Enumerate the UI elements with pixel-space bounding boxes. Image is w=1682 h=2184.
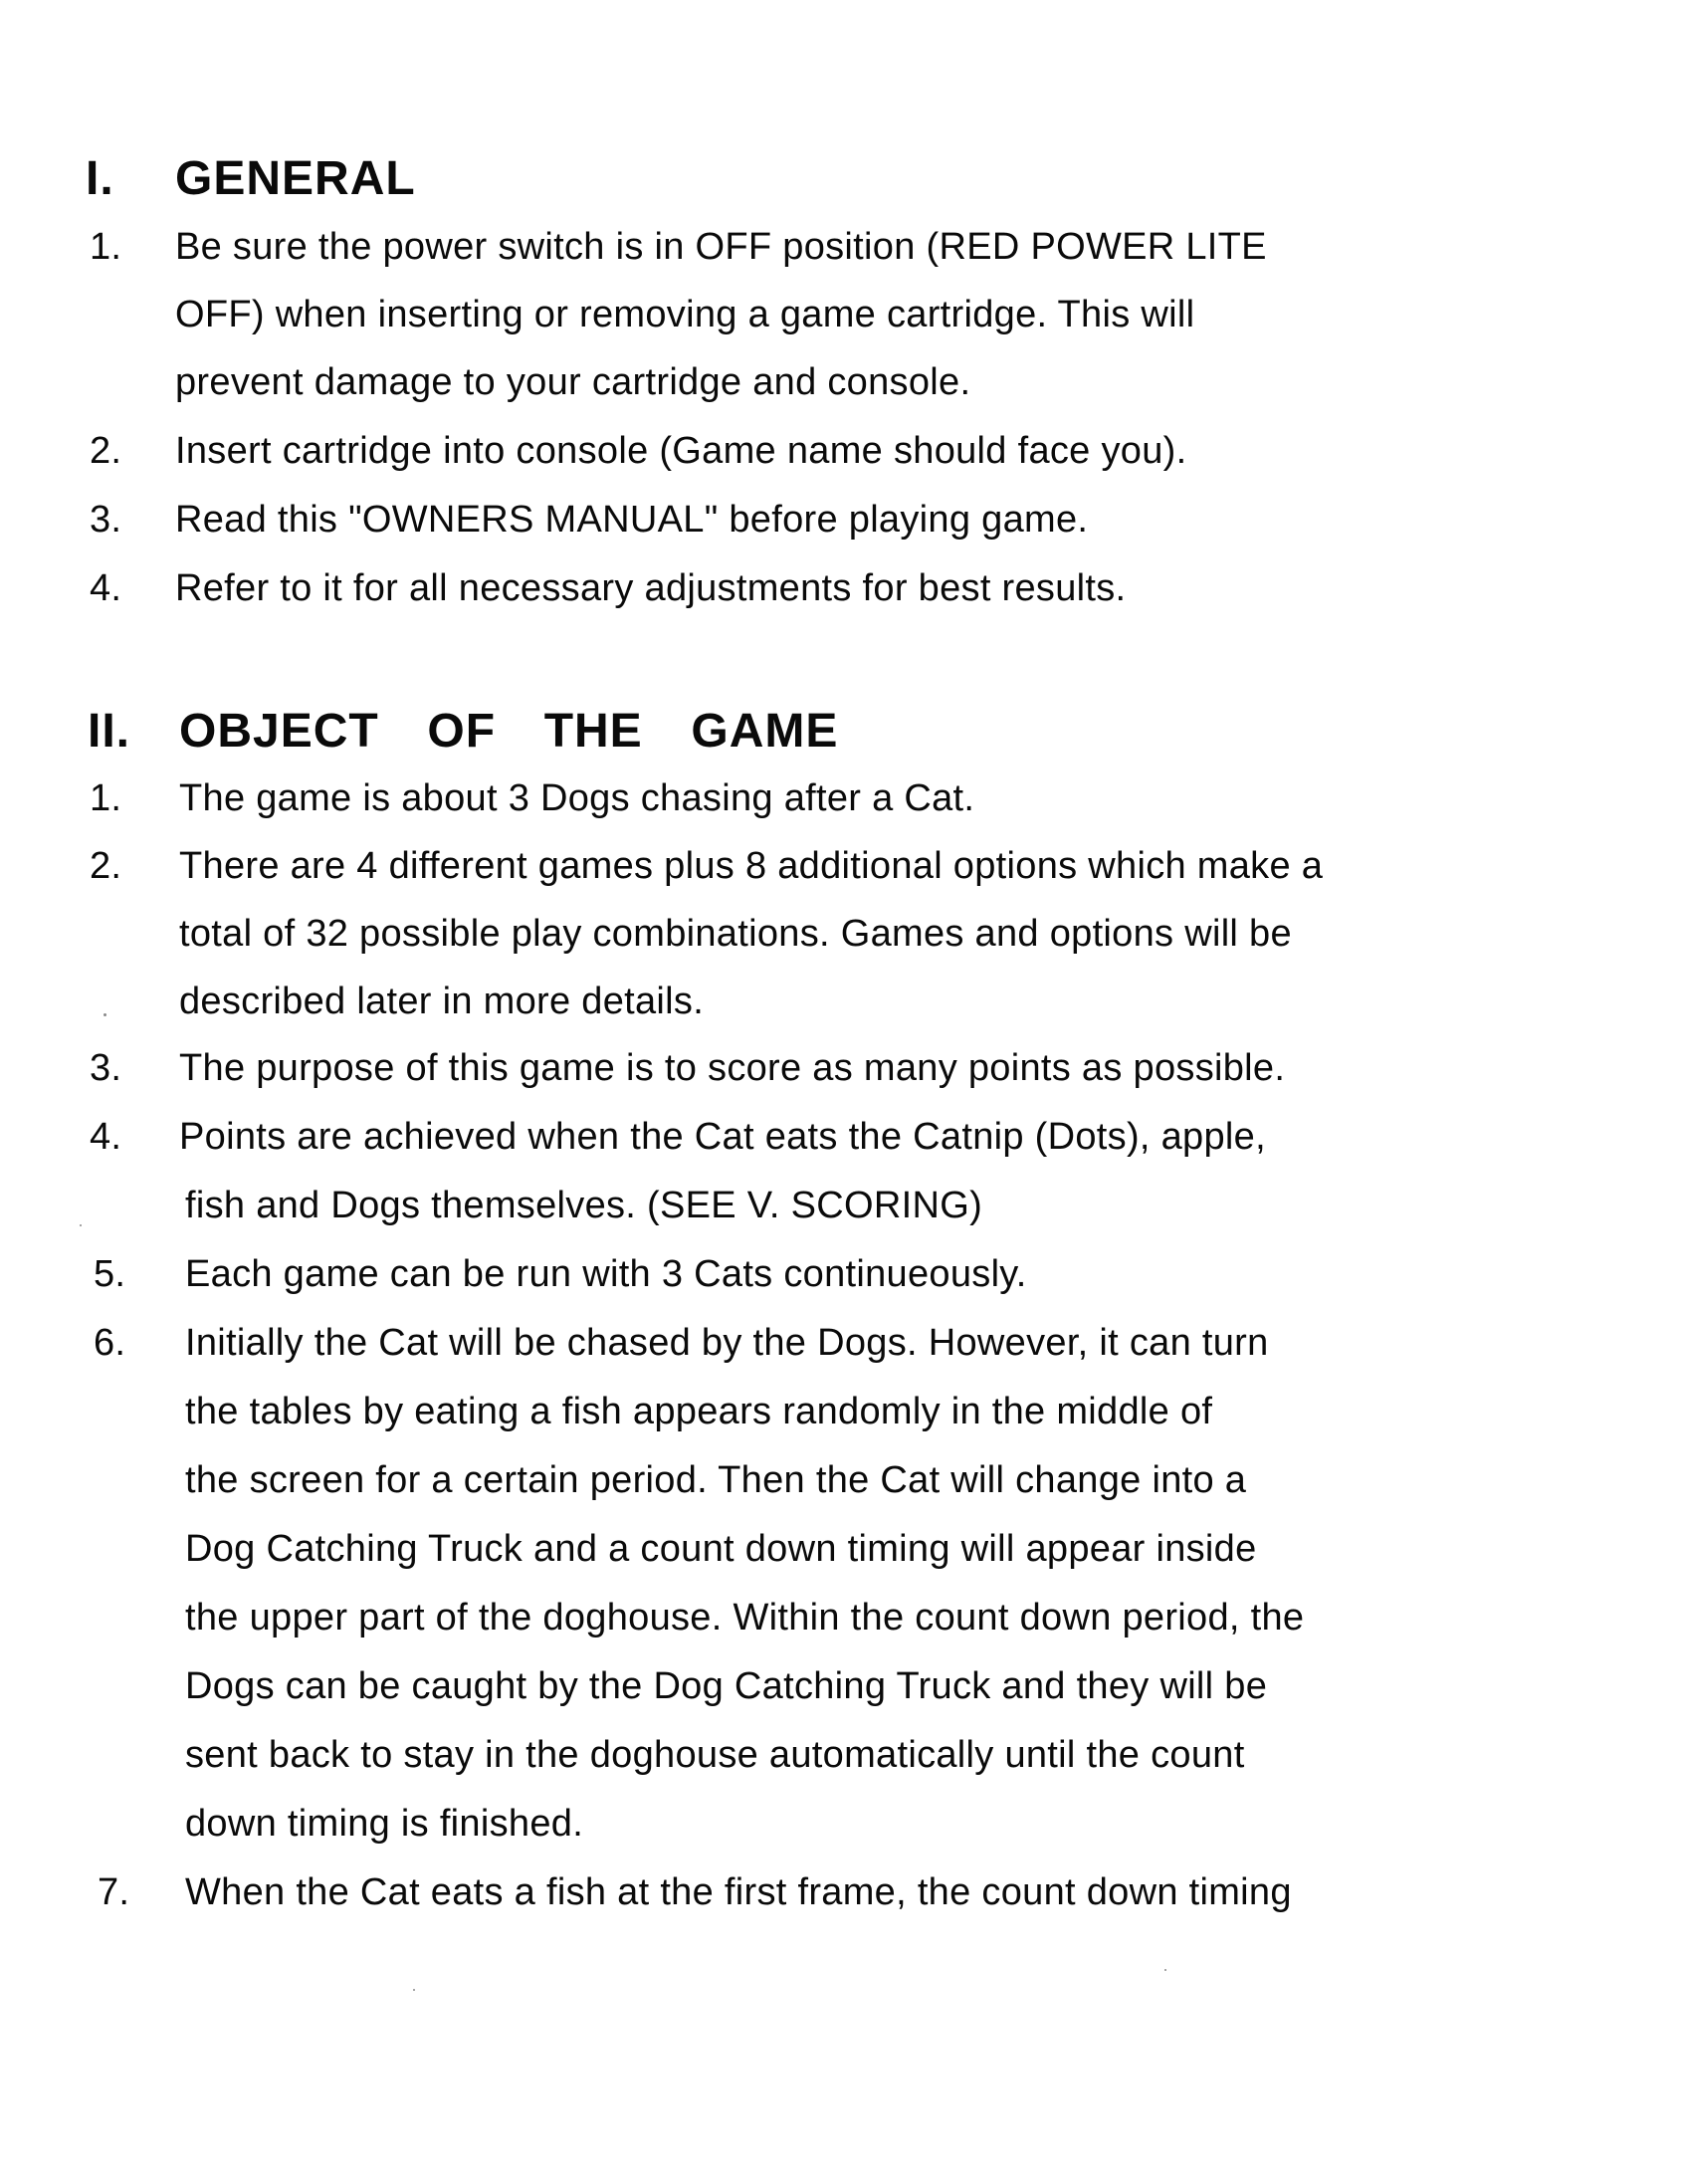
item-text: described later in more details. xyxy=(179,981,705,1022)
item-text: When the Cat eats a fish at the first frame, the count down timing xyxy=(185,1871,1292,1913)
item-text: Dog Catching Truck and a count down timing will appear inside xyxy=(185,1528,1257,1570)
section-number: II. xyxy=(88,705,131,758)
item-text: the tables by eating a fish appears randomly in the middle of xyxy=(185,1391,1213,1432)
item-text: the upper part of the doghouse. Within the count down period, the xyxy=(185,1597,1305,1638)
item-text: sent back to stay in the doghouse automatically until the count xyxy=(185,1734,1245,1776)
item-number: 1. xyxy=(90,226,122,268)
scan-speck xyxy=(413,1989,415,1991)
item-number: 2. xyxy=(90,845,122,887)
item-number: 7. xyxy=(98,1871,130,1913)
item-text: Insert cartridge into console (Game name should face you). xyxy=(175,430,1187,472)
scan-speck xyxy=(1164,1969,1166,1971)
item-text: The purpose of this game is to score as many points as possible. xyxy=(179,1047,1286,1089)
item-number: 2. xyxy=(90,430,122,472)
item-text: Initially the Cat will be chased by the Dogs. However, it can turn xyxy=(185,1322,1269,1364)
item-text: down timing is finished. xyxy=(185,1803,584,1845)
item-text: the screen for a certain period. Then the Cat will change into a xyxy=(185,1459,1247,1501)
scan-speck xyxy=(80,1224,82,1226)
item-text: OFF) when inserting or removing a game cartridge. This will xyxy=(175,294,1195,335)
item-number: 3. xyxy=(90,499,122,541)
item-text: prevent damage to your cartridge and console. xyxy=(175,361,971,403)
item-number: 4. xyxy=(90,1116,122,1158)
item-text: Read this "OWNERS MANUAL" before playing game. xyxy=(175,499,1089,541)
scan-speck xyxy=(104,1013,106,1016)
item-text: Points are achieved when the Cat eats the Catnip (Dots), apple, xyxy=(179,1116,1266,1158)
item-text: Dogs can be caught by the Dog Catching Truck and they will be xyxy=(185,1665,1268,1707)
item-text: There are 4 different games plus 8 additional options which make a xyxy=(179,845,1324,887)
item-text: Each game can be run with 3 Cats continueously. xyxy=(185,1253,1027,1295)
item-text: fish and Dogs themselves. (SEE V. SCORING) xyxy=(185,1185,983,1226)
item-text: Be sure the power switch is in OFF position (RED POWER LITE xyxy=(175,226,1267,268)
item-number: 1. xyxy=(90,777,122,819)
item-number: 3. xyxy=(90,1047,122,1089)
item-text: total of 32 possible play combinations. Games and options will be xyxy=(179,913,1292,955)
section-title: OBJECT OF THE GAME xyxy=(179,705,839,758)
item-text: Refer to it for all necessary adjustments for best results. xyxy=(175,567,1127,609)
item-number: 5. xyxy=(94,1253,126,1295)
section-title: GENERAL xyxy=(175,152,416,205)
item-number: 6. xyxy=(94,1322,126,1364)
item-number: 4. xyxy=(90,567,122,609)
item-text: The game is about 3 Dogs chasing after a Cat. xyxy=(179,777,975,819)
section-number: I. xyxy=(86,152,114,205)
